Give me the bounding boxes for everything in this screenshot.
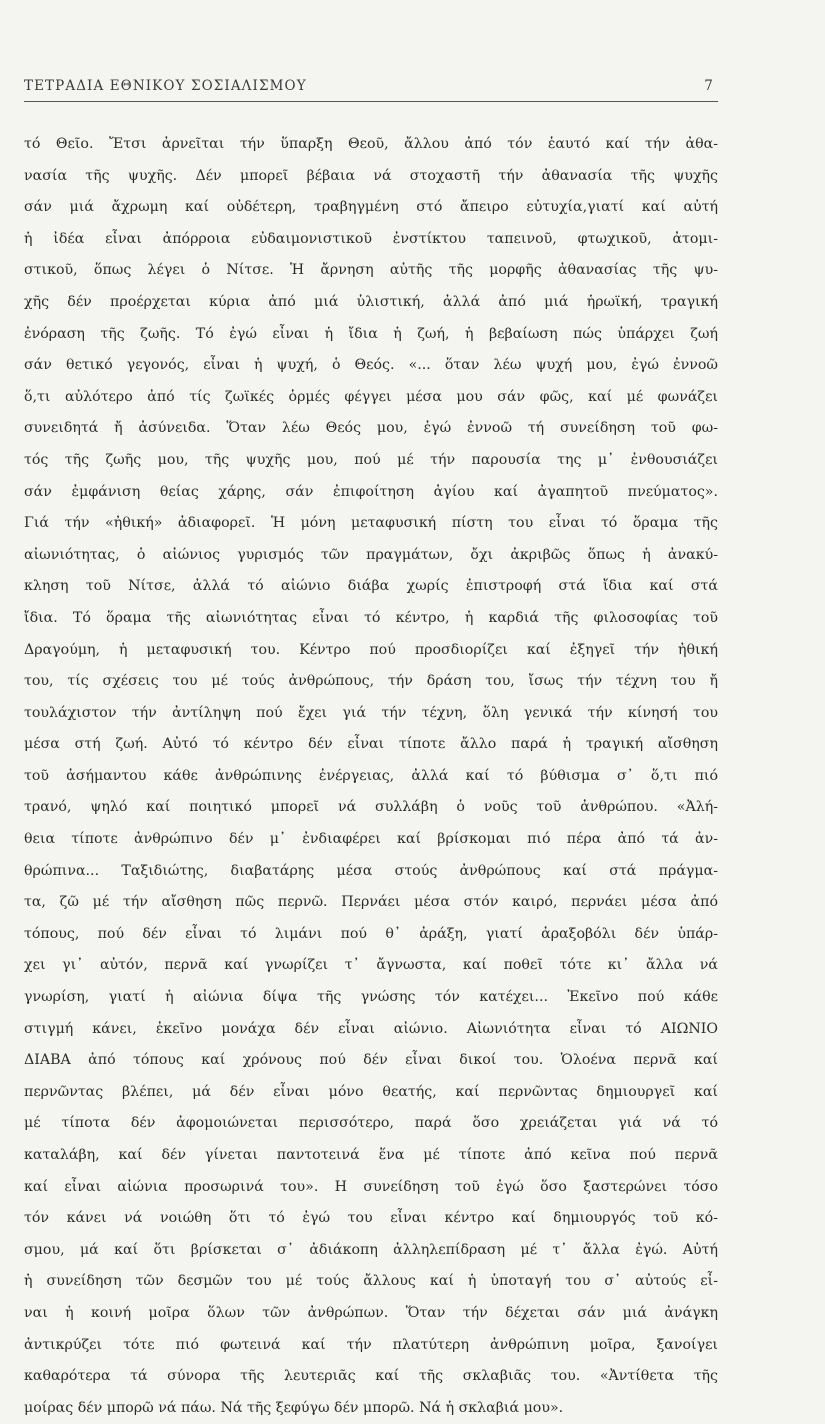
text-line: τό Θεῖο. Ἔτσι ἀρνεῖται τήν ὕπαρξη Θεοῦ, ἄλλου ἀπό τόν ἑαυτό καί τήν ἀθα- [24,136,718,152]
text-line: τόν κάνει νά νοιώθη ὅτι τό ἐγώ του εἶναι κέντρο καί δημιουργός τοῦ κό- [24,1210,718,1227]
text-line: μέ τίποτα δέν ἀφομοιώνεται περισσότερο, παρά ὅσο χρειάζεται γιά νά τό [24,1115,718,1132]
text-line: ἴδια. Τό ὅραμα τῆς αἰωνιότητας εἶναι τό κέντρο, ἡ καρδιά τῆς φιλοσοφίας τοῦ [24,609,718,626]
text-line: καί εἶναι αἰώνια προσωρινά του». Η συνείδηση τοῦ ἐγώ ὅσο ξαστερώνει τόσο [24,1178,718,1195]
text-line: ἡ ἰδέα εἶναι ἀπόρροια εὐδαιμονιστικοῦ ἐνστίκτου ταπεινοῦ, φτωχικοῦ, ἀτομι- [24,230,718,247]
text-line: καταλάβη, καί δέν γίνεται παντοτεινά ἕνα μέ τίποτε ἀπό κεῖνα πού περνᾶ [24,1147,718,1163]
text-line: σάν θετικό γεγονός, εἶναι ἡ ψυχή, ὁ Θεός. «... ὅταν λέω ψυχή μου, ἐγώ ἐννοῶ [24,357,718,374]
text-line: νασία τῆς ψυχῆς. Δέν μπορεῖ βέβαια νά στοχαστῆ τήν ἀθανασία τῆς ψυχῆς [24,167,718,184]
text-line: στιγμή κάνει, ἐκεῖνο μονάχα δέν εἶναι αἰώνιο. Αἰωνιότητα εἶναι τό ΑΙΩΝΙΟ [24,1020,718,1037]
text-line: μοίρας δέν μπορῶ νά πάω. Νά τῆς ξεφύγω δέν μπορῶ. Νά ἡ σκλαβιά μου». [24,1399,564,1416]
text-line: τός τῆς ζωῆς μου, τῆς ψυχῆς μου, πού μέ τήν παρουσία της μ᾽ ἐνθουσιάζει [24,451,718,468]
text-line: του, τίς σχέσεις του μέ τούς ἀνθρώπους, τήν δράση του, ἴσως τήν τέχνη του ἤ [24,673,718,690]
text-line: τουλάχιστον τήν ἀντίληψη πού ἔχει γιά τήν τέχνη, ὅλη γενικά τήν κίνησή του [24,704,718,721]
text-line: καθαρότερα τά σύνορα τῆς λευτεριᾶς καί τῆς σκλαβιᾶς του. «Ἀντίθετα τῆς [24,1368,718,1385]
text-line: τοῦ ἀσήμαντου κάθε ἀνθρώπινης ἐνέργειας, ἀλλά καί τό βύθισμα σ᾽ ὅ,τι πιό [24,767,718,784]
text-line: τα, ζῶ μέ τήν αἴσθηση πῶς περνῶ. Περνάει μέσα στόν καιρό, περνάει μέσα ἀπό [24,894,718,911]
text-line: χῆς δέν προέρχεται κύρια ἀπό μιά ὑλιστική, ἀλλά ἀπό μιά ἡρωϊκή, τραγική [24,293,718,310]
text-line: Γιά τήν «ἠθική» ἀδιαφορεῖ. Ἡ μόνη μεταφυσική πίστη του εἶναι τό ὅραμα τῆς [24,515,718,532]
text-line: τόπους, πού δέν εἶναι τό λιμάνι πού θ᾽ ἀράξη, γιατί ἀραξοβόλι δέν ὑπάρ- [24,925,718,942]
text-line: ἐνόραση τῆς ζωῆς. Τό ἐγώ εἶναι ἡ ἴδια ἡ ζωή, ἡ βεβαίωση πώς ὑπάρχει ζωή [24,325,718,342]
text-line: ναι ἡ κοινή μοῖρα ὅλων τῶν ἀνθρώπων. Ὅταν τήν δέχεται σάν μιά ἀνάγκη [24,1304,718,1321]
text-line: ὅ,τι αὐλότερο ἀπό τίς ζωϊκές ὁρμές φέγγει μέσα μου σάν φῶς, καί μέ φωνάζει [24,388,718,405]
text-line: μέσα στή ζωή. Αὐτό τό κέντρο δέν εἶναι τίποτε ἄλλο παρά ἡ τραγική αἴσθηση [24,736,718,753]
text-line: περνῶντας βλέπει, μά δέν εἶναι μόνο θεατής, καί περνῶντας δημιουργεῖ καί [24,1083,718,1100]
body-text [24,129,718,1424]
running-title: ΤΕΤΡΑΔΙΑ ΕΘΝΙΚΟΥ ΣΟΣΙΑΛΙΣΜΟΥ [24,78,307,94]
text-line: θρώπινα... Ταξιδιώτης, διαβατάρης μέσα στούς ἀνθρώπους καί στά πράγμα- [24,862,718,879]
running-header [24,78,714,94]
text-line: σάν ἐμφάνιση θείας χάρης, σάν ἐπιφοίτηση ἁγίου καί ἀγαπητοῦ πνεύματος». [24,483,718,500]
text-line: συνειδητά ἤ ἀσύνειδα. Ὅταν λέω Θεός μου, ἐγώ ἐννοῶ τή συνείδηση τοῦ φω- [24,420,718,437]
header-rule [24,101,718,102]
text-line: σμου, μά καί ὅτι βρίσκεται σ᾽ ἀδιάκοπη ἀλληλεπίδραση μέ τ᾽ ἄλλα ἐγώ. Αὐτή [24,1241,718,1258]
text-line: αἰωνιότητας, ὁ αἰώνιος γυρισμός τῶν πραγμάτων, ὄχι ἀκριβῶς ὅπως ἡ ἀνακύ- [24,546,718,563]
text-line: Δραγούμη, ἡ μεταφυσική του. Κέντρο πού προσδιορίζει καί ἐξηγεῖ τήν ἠθική [24,641,718,658]
text-line: γνωρίση, γιατί ἡ αἰώνια δίψα τῆς γνώσης τόν κατέχει... Ἐκεῖνο πού κάθε [24,989,718,1006]
text-line: θεια τίποτε ἀνθρώπινο δέν μ᾽ ἐνδιαφέρει καί βρίσκομαι πιό πέρα ἀπό τά ἀν- [24,831,718,848]
text-line: κληση τοῦ Νίτσε, ἀλλά τό αἰώνιο διάβα χωρίς ἐπιστροφή στά ἴδια καί στά [24,578,718,595]
text-line: ἀντικρύζει τότε πιό φωτεινά καί τήν πλατύτερη ἀνθρώπινη μοῖρα, ξανοίγει [24,1336,718,1353]
page-number: 7 [704,78,714,94]
text-line: σάν μιά ἄχρωμη καί οὐδέτερη, τραβηγμένη στό ἄπειρο εὐτυχία,γιατί καί αὐτή [24,199,718,216]
text-line: τρανό, ψηλό καί ποιητικό μπορεῖ νά συλλάβη ὁ νοῦς τοῦ ἀνθρώπου. «Ἀλή- [24,799,718,816]
text-line: ΔΙΑΒΑ ἀπό τόπους καί χρόνους πού δέν εἶναι δικοί του. Ὁλοένα περνᾶ καί [24,1052,718,1069]
text-line: χει γι᾽ αὐτόν, περνᾶ καί γνωρίζει τ᾽ ἄγνωστα, καί ποθεῖ τότε κι᾽ ἄλλα νά [24,957,718,974]
text-line: ἡ συνείδηση τῶν δεσμῶν του μέ τούς ἄλλους καί ἡ ὑποταγή του σ᾽ αὐτούς εἶ- [24,1273,718,1290]
text-line: στικοῦ, ὅπως λέγει ὁ Νίτσε. Ἡ ἄρνηση αὐτῆς τῆς μορφῆς ἀθανασίας τῆς ψυ- [24,262,718,279]
